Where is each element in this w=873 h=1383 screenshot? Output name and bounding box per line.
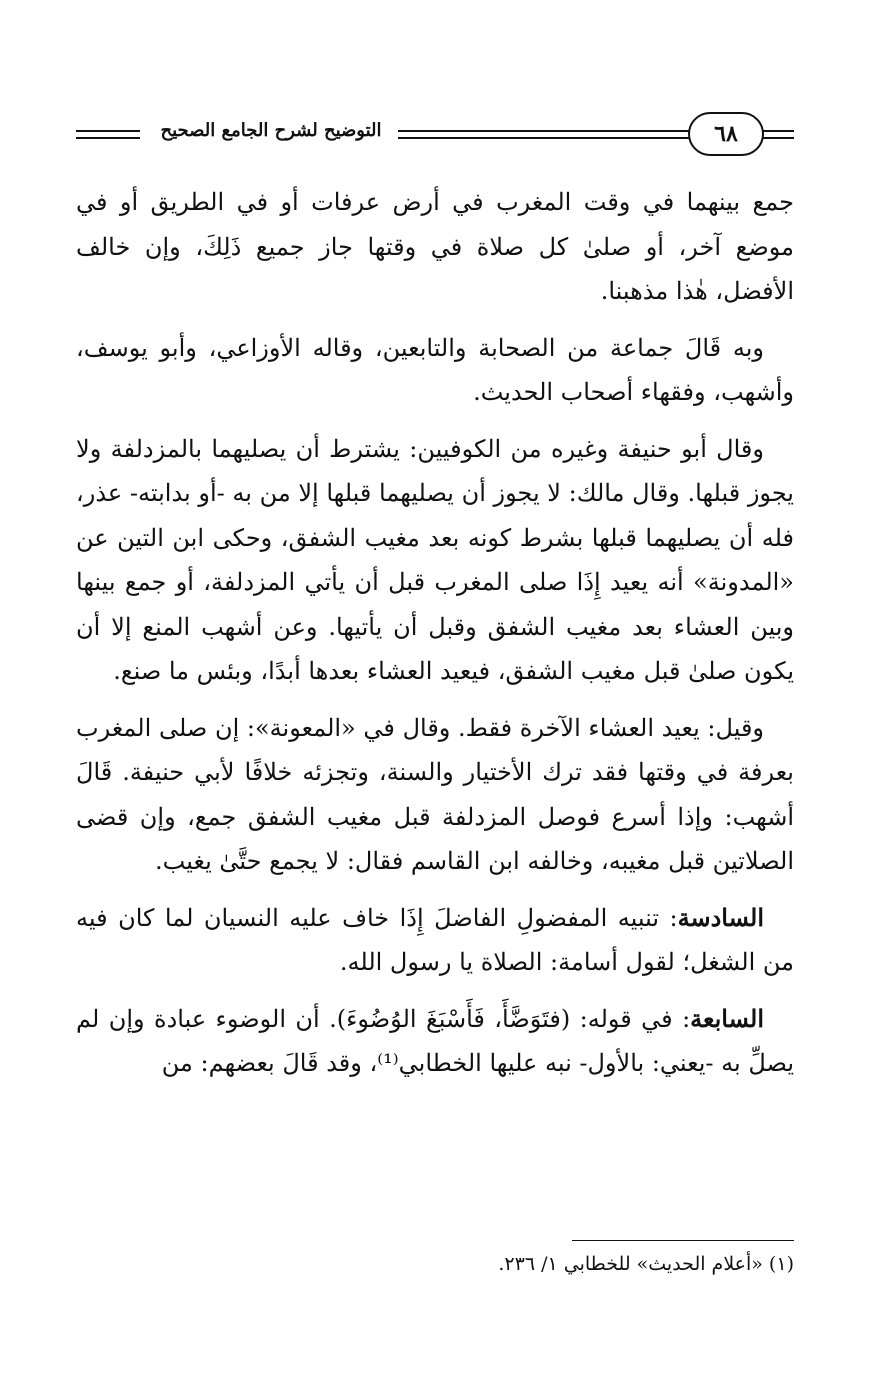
footnote-separator [572, 1240, 794, 1241]
paragraph [76, 326, 794, 415]
paragraph [76, 997, 794, 1086]
footnote: (١) «أعلام الحديث» للخطابي ١/ ٢٣٦. [498, 1253, 794, 1275]
paragraph-heading: السادسة [677, 902, 764, 932]
paragraph-heading: السابعة [690, 1003, 764, 1033]
paragraph-text: وبه قَالَ جماعة من الصحابة والتابعين، وقاله الأوزاعي، وأبو يوسف، وأشهب، وفقهاء أصحاب الحديث. [76, 333, 794, 406]
paragraph-text: وقال أبو حنيفة وغيره من الكوفيين: يشترط أن يصليهما بالمزدلفة ولا يجوز قبلها. وقال مالك: لا يجوز أن يصليهما قبلها إلا من به -أو بدابته- عذر، فله أن يصليهما قبلها بشرط كونه بعد مغيب الشفق، وحكى ابن التين عن «المدونة» أنه يعيد إِذَا صلى المغرب قبل أن يأتي المزدلفة، أو جمع بينها وبين العشاء بعد مغيب الشفق وقبل أن يأتيها. وعن أشهب المنع إلا أن يكون صلىٰ قبل مغيب الشفق، فيعيد العشاء بعدها أبدًا، وبئس ما صنع. [76, 434, 794, 685]
header-rule-left [76, 130, 140, 139]
paragraph-text: : تنبيه المفضولِ الفاضلَ إِذَا خاف عليه النسيان لما كان فيه من الشغل؛ لقول أسامة: الصلاة يا رسول الله. [76, 903, 794, 976]
header-rule-middle [398, 130, 696, 139]
book-title: التوضيح لشرح الجامع الصحيح [160, 120, 382, 141]
paragraph [76, 427, 794, 694]
paragraph [76, 896, 794, 985]
running-header [76, 112, 794, 158]
paragraph-text: جمع بينهما في وقت المغرب في أرض عرفات أو في الطريق أو في موضع آخر، أو صلىٰ كل صلاة في وقتها جاز جميع ذَلِكَ، وإن خالف الأفضل، هٰذا مذهبنا. [76, 188, 794, 305]
paragraph [76, 706, 794, 884]
main-text [76, 180, 794, 1098]
page-number: ٦٨ [688, 112, 764, 156]
paragraph-text: : في قوله: (فتَوَضَّأَ، فَأَسْبَغَ الوُضُوءَ). أن الوضوء عبادة وإن لم يصلِّ به -يعني: بالأول- نبه عليها الخطابي⁽¹⁾، وقد قَالَ بعضهم: من [76, 1004, 794, 1077]
paragraph [76, 180, 794, 314]
paragraph-text: وقيل: يعيد العشاء الآخرة فقط. وقال في «المعونة»: إن صلى المغرب بعرفة في وقتها فقد ترك الأختيار والسنة، وتجزئه خلافًا لأبي حنيفة. قَالَ أشهب: وإذا أسرع فوصل المزدلفة قبل مغيب الشفق جمع، وإن قضى الصلاتين قبل مغيبه، وخالفه ابن القاسم فقال: لا يجمع حتَّىٰ يغيب. [76, 713, 794, 875]
